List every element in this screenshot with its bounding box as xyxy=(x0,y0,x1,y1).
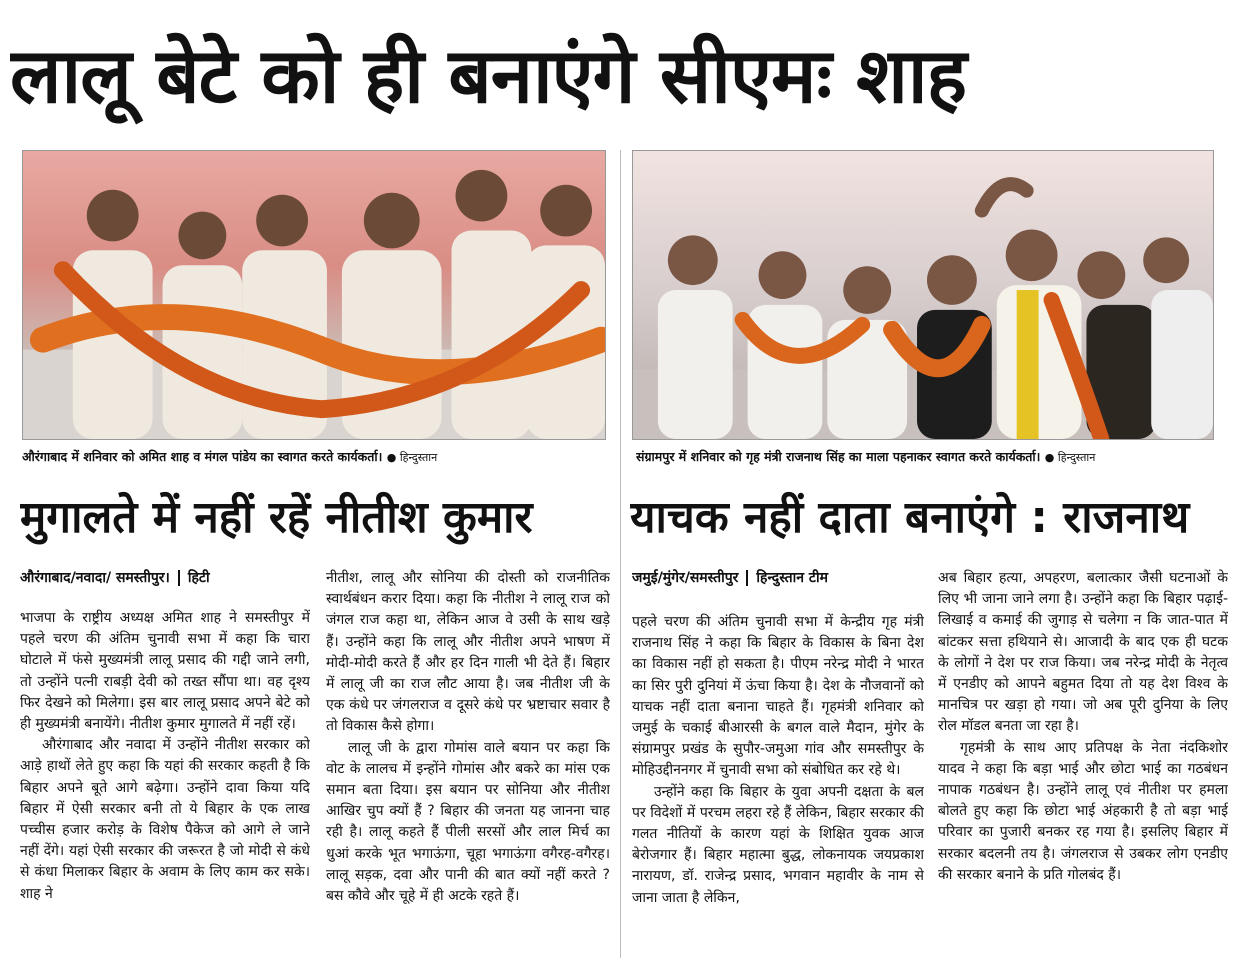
left-story-column-2 xyxy=(326,568,610,960)
right-caption-credit: ● हिन्दुस्तान xyxy=(1044,451,1096,464)
article-paragraph: उन्होंने कहा कि बिहार के युवा अपनी दक्षता के बल पर विदेशों में परचम लहरा रहे हैं लेकिन, बिहार सरकार की गलत नीतियों के कारण यहां के शिक्षित युवक आज बेरोजगार हैं। बिहार महात्मा बुद्ध, लोकनायक जयप्रकाश नारायण, डॉ. राजेन्द्र प्रसाद, भगवान महावीर के नाम से जाना जाता है लेकिन, xyxy=(632,783,924,906)
article-paragraph: पहले चरण की अंतिम चुनावी सभा में केन्द्रीय गृह मंत्री राजनाथ सिंह ने कहा कि बिहार के विकास के बिना देश का विकास नहीं हो सकता है। पीएम नरेन्द्र मोदी ने भारत का सिर पुरी दुनियां में ऊंचा किया है। देश के नौजवानों को याचक नहीं दाता बनाना चाहते हैं। गृहमंत्री शनिवार को जमुई के चकाई बीआरसी के बगल वाले मैदान, मुंगेर के संग्रामपुर प्रखंड के सुपौर-जमुआ गांव और समस्तीपुर के मोहिउद्दीननगर में चुनावी सभा को संबोधित कर रहे थे। xyxy=(632,614,924,779)
right-dateline-agency: हिन्दुस्तान टीम xyxy=(756,570,828,586)
photo-amit-shah-welcome xyxy=(22,150,606,440)
dateline-separator xyxy=(178,570,180,586)
dateline-separator xyxy=(746,570,748,586)
left-dateline-agency: हिटी xyxy=(187,570,210,586)
right-story-column-1 xyxy=(632,612,924,960)
left-caption-text: औरंगाबाद में शनिवार को अमित शाह व मंगल पांडेय का स्वागत करते कार्यकर्ता। xyxy=(22,449,383,464)
article-paragraph: भाजपा के राष्ट्रीय अध्यक्ष अमित शाह ने समस्तीपुर में पहले चरण की अंतिम चुनावी सभा में कहा कि चारा घोटाले में फंसे मुख्यमंत्री लालू प्रसाद की गद्दी जाने लगी, तो उन्होंने पत्नी राबड़ी देवी को तख्त सौंपा था। वह दृश्य फिर देखने को मिलेगा। इस बार लालू प्रसाद अपने बेटे को ही मुख्यमंत्री बनायेंगे। नीतीश कुमार मुगालते में नहीं रहें। xyxy=(20,610,310,733)
article-paragraph: लालू जी के द्वारा गोमांस वाले बयान पर कहा कि वोट के लालच में इन्होंने गोमांस और बकरे का मांस एक समान बता दिया। इस बयान पर सोनिया और नीतीश आखिर चुप क्यों हैं ? बिहार की जनता यह जानना चाह रही है। लालू कहते हैं पीली सरसों और लाल मिर्च का धुआं करके भूत भगाऊंगा, चूहा भगाऊंगा वगैरह-वगैरह। लालू सड़क, दवा और पानी की बात क्यों नहीं करते ? बस कौवे और चूहे में ही अटके रहते हैं। xyxy=(326,739,610,905)
article-paragraph: अब बिहार हत्या, अपहरण, बलात्कार जैसी घटनाओं के लिए भी जाना जाने लगा है। उन्होंने कहा कि बिहार पढ़ाई-लिखाई व कमाई की जुगाड़ से चलेगा न कि जात-पात में बांटकर सत्ता हथियाने से। आजादी के बाद एक ही घटक के लोगों ने देश पर राज किया। जब नरेन्द्र मोदी के नेतृत्व में एनडीए को आपने बहुमत दिया तो यह देश विश्व के मानचित्र पर खड़ा हो गया। जो अब पूरी दुनिया के लिए रोल मॉडल बनता जा रहा है। xyxy=(938,570,1228,735)
left-subheadline: मुगालते में नहीं रहें नीतीश कुमार xyxy=(20,492,533,543)
left-dateline xyxy=(20,566,310,590)
right-subheadline: याचक नहीं दाता बनाएंगे : राजनाथ xyxy=(630,492,1190,543)
right-photo-caption xyxy=(636,446,1216,468)
right-dateline-place: जमुई/मुंगेर/समस्तीपुर xyxy=(632,570,739,586)
left-dateline-place: औरंगाबाद/नवादा/ समस्तीपुर। xyxy=(20,570,170,586)
photo-illustration xyxy=(633,151,1213,439)
left-photo-caption xyxy=(22,446,606,468)
article-paragraph: गृहमंत्री के साथ आए प्रतिपक्ष के नेता नंदकिशोर यादव ने कहा कि बड़ा भाई और छोटा भाई का गठबंधन नापाक गठबंधन है। उन्होंने लालू एवं नीतीश पर हमला बोलते हुए कहा कि छोटा भाई अंहकारी है तो बड़ा भाई परिवार का पुजारी बनकर रह गया है। इसलिए बिहार में सरकार बदलनी तय है। जंगलराज से उबकर लोग एनडीए की सरकार बनाने के प्रति गोलबंद हैं। xyxy=(938,739,1228,883)
main-headline: लालू बेटे को ही बनाएंगे सीएमः शाह xyxy=(10,31,966,120)
column-divider xyxy=(620,150,621,958)
right-dateline xyxy=(632,566,924,590)
right-story-column-2 xyxy=(938,568,1228,960)
right-caption-text: संग्रामपुर में शनिवार को गृह मंत्री राजनाथ सिंह का माला पहनाकर स्वागत करते कार्यकर्ता। xyxy=(636,449,1041,464)
article-paragraph: औरंगाबाद और नवादा में उन्होंने नीतीश सरकार को आड़े हाथों लेते हुए कहा कि यहां की सरकार कहती है कि बिहार अपने बूते आगे बढ़ेगा। उन्होंने दावा किया यदि बिहार में ऐसी सरकार बनी तो ये बिहार के एक लाख पच्चीस हजार करोड़ के विशेष पैकेज को आगे ले जाने नहीं देंगे। यहां ऐसी सरकार की जरूरत है जो मोदी से कंधे से कंधा मिलाकर बिहार के अवाम के लिए काम कर सके। शाह ने xyxy=(20,737,310,902)
left-caption-credit: ● हिन्दुस्तान xyxy=(386,451,438,464)
photo-illustration xyxy=(23,151,605,439)
left-story-column-1 xyxy=(20,608,310,960)
photo-rajnath-singh-welcome xyxy=(632,150,1214,440)
article-paragraph: नीतीश, लालू और सोनिया की दोस्ती को राजनीतिक स्वार्थबंधन करार दिया। कहा कि नीतीश ने लालू राज को जंगल राज कहा था, लेकिन आज वे उसी के साथ खड़े हैं। उन्होंने कहा कि लालू और नीतीश अपने भाषण में मोदी-मोदी करते हैं और हर दिन गाली भी देते हैं। बिहार में लालू जी का राज लौट आया है। जब नीतीश जी के एक कंधे पर जंगलराज व दूसरे कंधे पर भ्रष्टाचार सवार है तो विकास कैसे होगा। xyxy=(326,570,610,735)
